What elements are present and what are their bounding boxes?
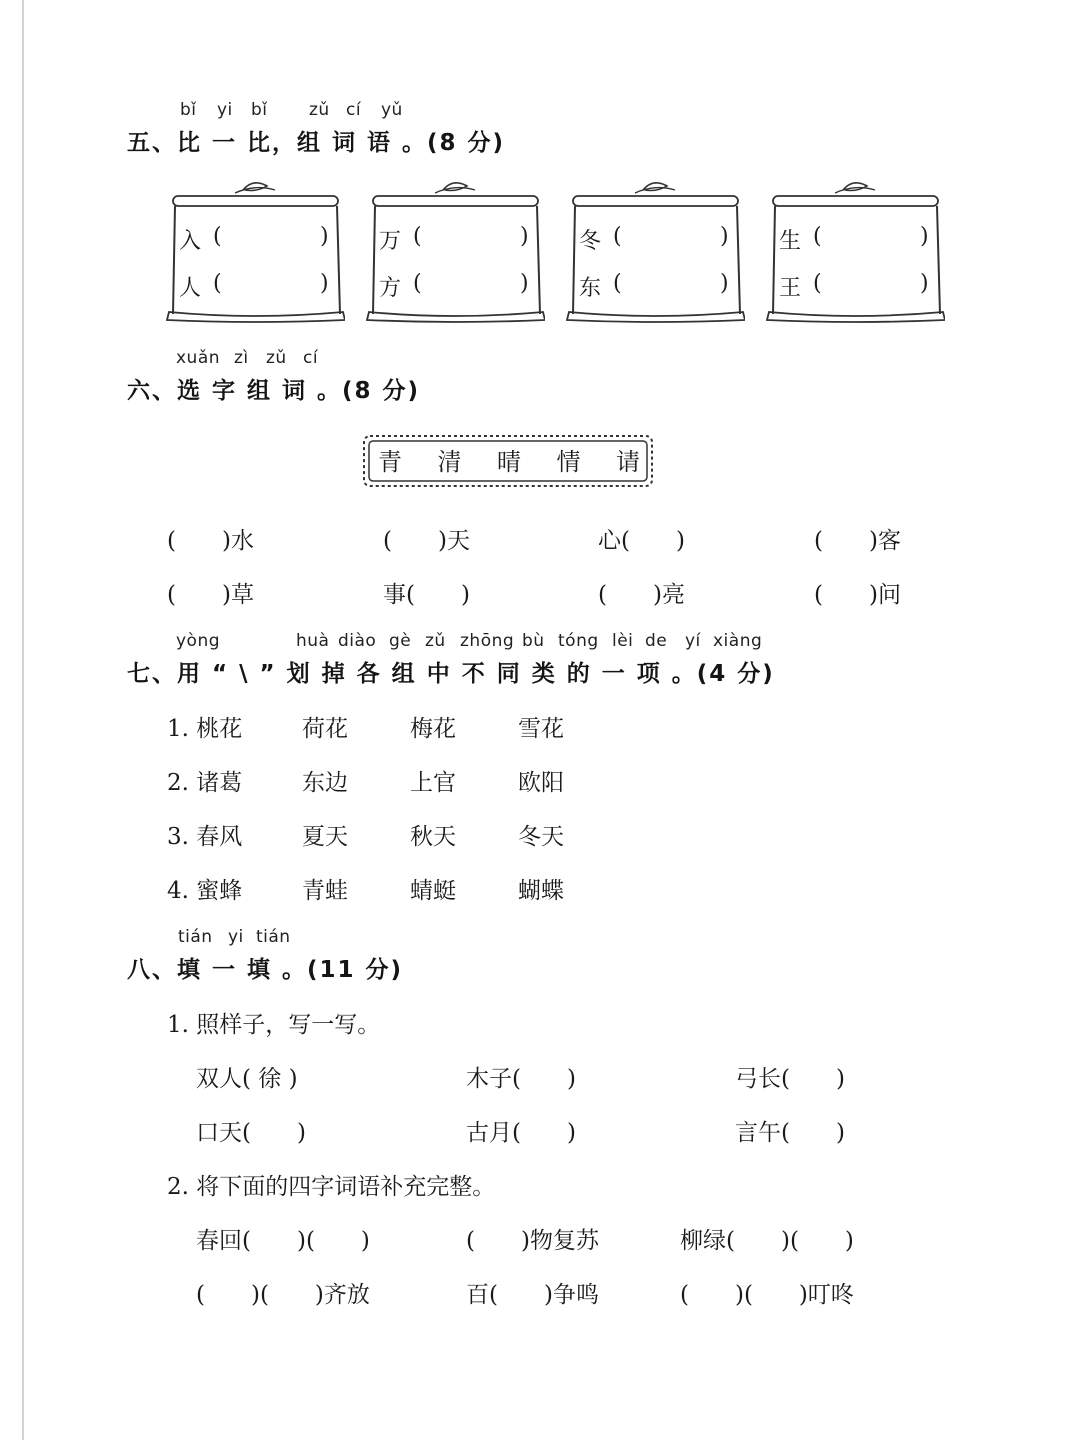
pinyin: zǔ [425, 631, 446, 651]
paren-close: ) [520, 224, 529, 249]
option-item: 东边 [302, 770, 348, 796]
fill-blank: ( )问 [814, 582, 901, 608]
fill-blank: 事( ) [383, 582, 470, 608]
card-char: 入 [179, 229, 202, 254]
paren-close: ) [520, 271, 529, 296]
paren-close: ) [720, 224, 729, 249]
scroll-card [365, 178, 545, 328]
fill-blank: ( )( )齐放 [196, 1282, 370, 1308]
pinyin: zhōng [460, 631, 515, 651]
option-item: 冬天 [518, 824, 564, 850]
card-char: 冬 [579, 229, 602, 254]
pinyin: bǐ [251, 100, 268, 120]
pinyin: zǔ [309, 100, 330, 120]
fill-blank: ( )亮 [598, 582, 685, 608]
pinyin: bù [522, 631, 545, 651]
fill-blank: 双人( 徐 ) [196, 1066, 298, 1092]
section-title: 五、比 一 比，组 词 语 。(8 分) [127, 130, 506, 156]
pinyin: gè [389, 631, 412, 651]
fill-blank: 柳绿( )( ) [680, 1228, 854, 1254]
paren-close: ) [920, 271, 929, 296]
paren-close: ) [720, 271, 729, 296]
bank-char: 请 [616, 448, 640, 476]
pinyin: tián [256, 927, 291, 947]
pinyin: bǐ [180, 100, 197, 120]
pinyin: huà [296, 631, 330, 651]
fill-blank: ( )物复苏 [466, 1228, 599, 1254]
option-item: 上官 [410, 770, 456, 796]
option-item: 梅花 [410, 716, 456, 742]
fill-blank: ( )草 [167, 582, 254, 608]
pinyin: de [645, 631, 668, 651]
option-item: 4. 蜜蜂 [167, 878, 243, 904]
question: 2. 将下面的四字词语补充完整。 [167, 1174, 496, 1200]
fill-blank: 春回( )( ) [196, 1228, 370, 1254]
fill-blank: ( )客 [814, 528, 901, 554]
page-edge [22, 0, 24, 1440]
paren-open: ( [613, 271, 622, 296]
section-title: 七、用 “ \ ” 划 掉 各 组 中 不 同 类 的 一 项 。(4 分) [127, 661, 775, 687]
scroll-card [165, 178, 345, 328]
paren-open: ( [413, 271, 422, 296]
section-title: 六、选 字 组 词 。(8 分) [127, 378, 421, 404]
pinyin: diào [338, 631, 377, 651]
card-char: 方 [379, 276, 402, 301]
pinyin: zǔ [266, 348, 287, 368]
option-item: 青蛙 [302, 878, 348, 904]
pinyin: yǔ [381, 100, 403, 120]
section-title: 八、填 一 填 。(11 分) [127, 957, 404, 983]
paren-open: ( [613, 224, 622, 249]
card-char: 王 [779, 276, 802, 301]
pinyin: lèi [612, 631, 634, 651]
option-item: 3. 春风 [167, 824, 243, 850]
card-char: 生 [779, 229, 802, 254]
option-item: 雪花 [518, 716, 564, 742]
pinyin: tián [178, 927, 213, 947]
bank-char: 青 [378, 448, 402, 476]
option-item: 欧阳 [518, 770, 564, 796]
card-char: 万 [379, 229, 402, 254]
pinyin: xiàng [713, 631, 763, 651]
fill-blank: 口天( ) [196, 1120, 306, 1146]
fill-blank: 弓长( ) [735, 1066, 845, 1092]
option-item: 蜻蜓 [410, 878, 456, 904]
fill-blank: 木子( ) [466, 1066, 576, 1092]
paren-close: ) [920, 224, 929, 249]
option-item: 2. 诸葛 [167, 770, 243, 796]
option-item: 蝴蝶 [518, 878, 564, 904]
card-char: 人 [179, 276, 202, 301]
pinyin: xuǎn [176, 348, 221, 368]
pinyin: zì [234, 348, 249, 368]
question: 1. 照样子，写一写。 [167, 1012, 381, 1038]
fill-blank: ( )( )叮咚 [680, 1282, 854, 1308]
pinyin: cí [303, 348, 319, 368]
paren-open: ( [213, 271, 222, 296]
pinyin: yí [685, 631, 701, 651]
bank-char: 情 [556, 448, 581, 476]
option-item: 荷花 [302, 716, 348, 742]
fill-blank: 百( )争鸣 [466, 1282, 599, 1308]
fill-blank: 心( ) [598, 528, 685, 554]
option-item: 秋天 [410, 824, 456, 850]
character-bank [360, 432, 656, 490]
card-char: 东 [579, 276, 602, 301]
paren-open: ( [213, 224, 222, 249]
paren-open: ( [813, 224, 822, 249]
bank-char: 清 [437, 448, 462, 476]
fill-blank: ( )天 [383, 528, 470, 554]
fill-blank: 言午( ) [735, 1120, 845, 1146]
option-item: 夏天 [302, 824, 348, 850]
paren-close: ) [320, 224, 329, 249]
paren-close: ) [320, 271, 329, 296]
pinyin: yi [217, 100, 233, 120]
paren-open: ( [813, 271, 822, 296]
scroll-card [765, 178, 945, 328]
paren-open: ( [413, 224, 422, 249]
pinyin: yi [228, 927, 244, 947]
pinyin: cí [346, 100, 362, 120]
fill-blank: ( )水 [167, 528, 254, 554]
bank-char: 晴 [497, 448, 521, 476]
option-item: 1. 桃花 [167, 716, 243, 742]
pinyin: tóng [558, 631, 599, 651]
fill-blank: 古月( ) [466, 1120, 576, 1146]
pinyin: yòng [176, 631, 221, 651]
scroll-card [565, 178, 745, 328]
